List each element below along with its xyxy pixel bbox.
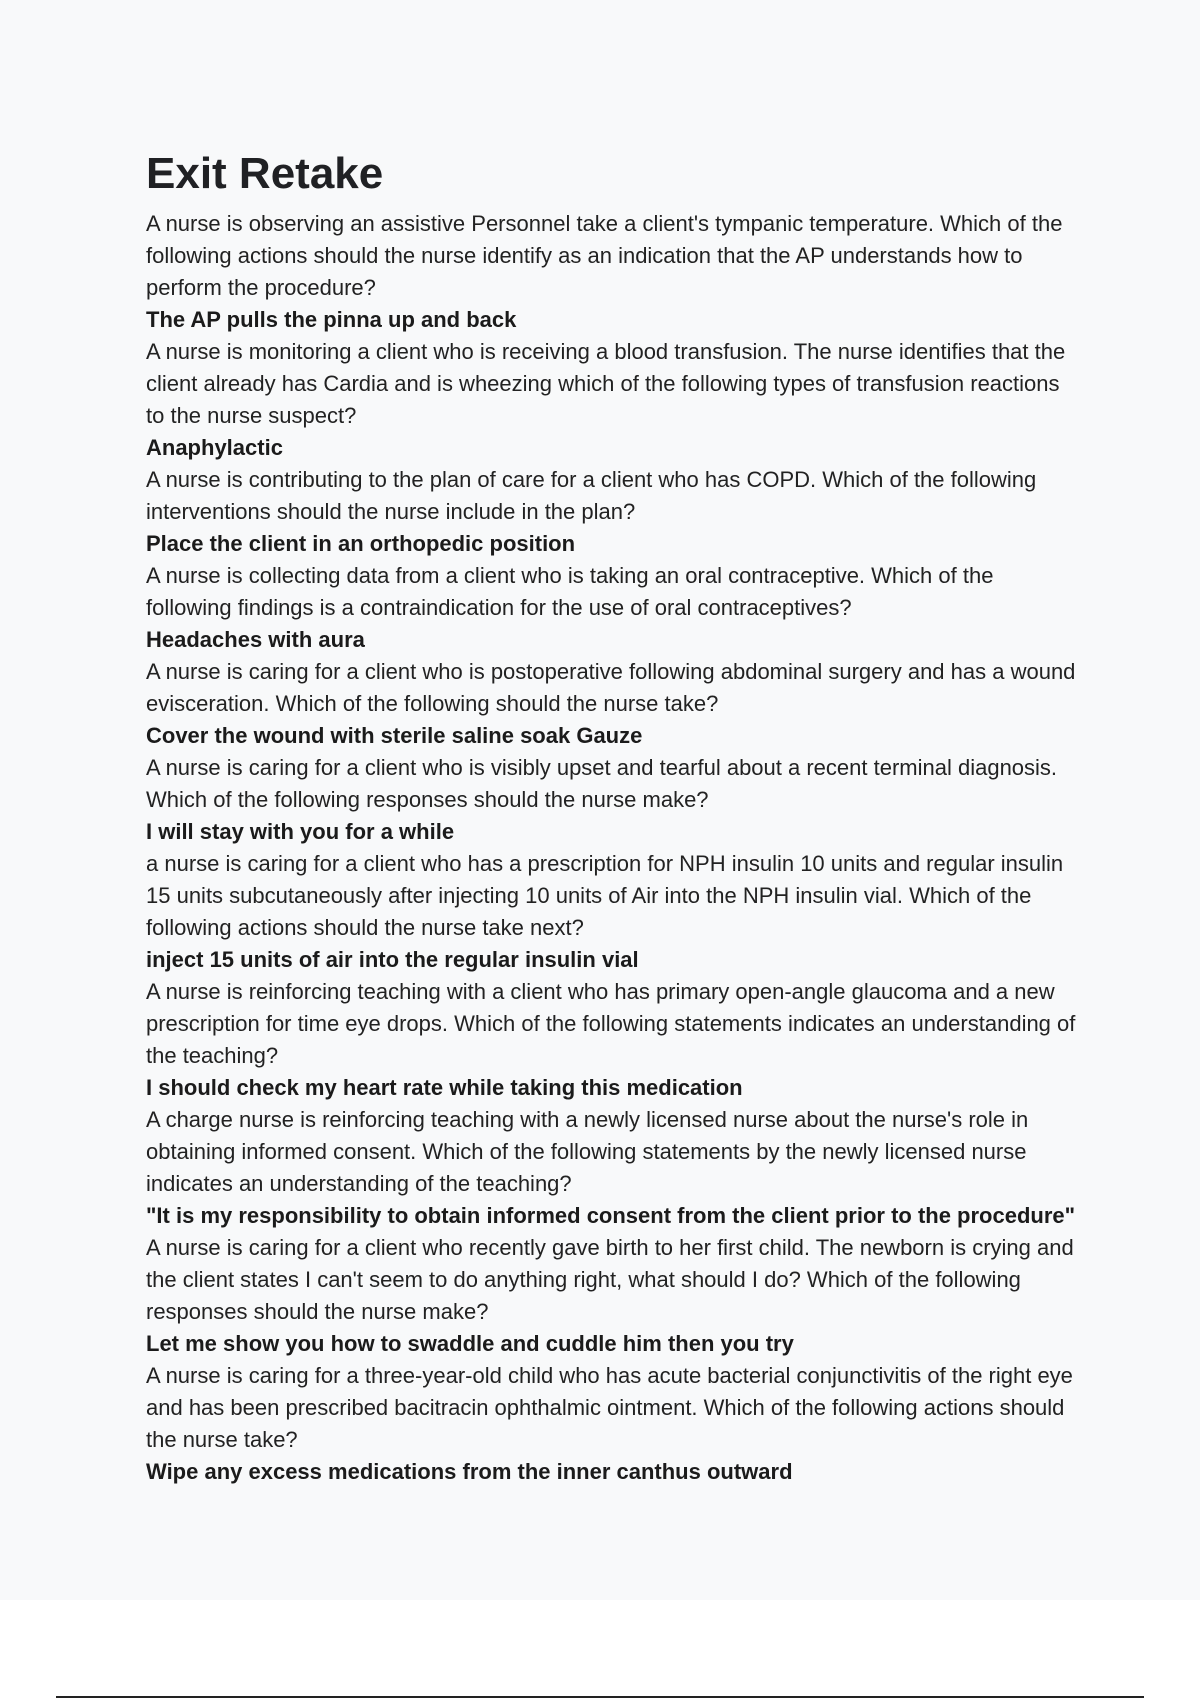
footer-divider bbox=[56, 1696, 1144, 1698]
qa-item bbox=[146, 208, 1076, 336]
question-text: A nurse is contributing to the plan of care for a client who has COPD. Which of the following interventions should the nurse include in the plan? bbox=[146, 467, 1037, 524]
answer-text: Place the client in an orthopedic position bbox=[146, 531, 576, 556]
qa-item bbox=[146, 976, 1076, 1104]
answer-text: Anaphylactic bbox=[146, 435, 283, 460]
qa-item bbox=[146, 1104, 1076, 1232]
qa-item bbox=[146, 464, 1076, 560]
answer-text: Let me show you how to swaddle and cuddle him then you try bbox=[146, 1331, 794, 1356]
qa-item bbox=[146, 848, 1076, 976]
question-text: A nurse is collecting data from a client who is taking an oral contraceptive. Which of the following findings is a contraindication for the use of oral contraceptives? bbox=[146, 563, 994, 620]
question-text: A nurse is caring for a client who is postoperative following abdominal surgery and has a wound evisceration. Which of the following should the nurse take? bbox=[146, 659, 1076, 716]
question-text: A nurse is monitoring a client who is receiving a blood transfusion. The nurse identifies that the client already has Cardia and is wheezing which of the following types of transfusion reactions to the nurse suspect? bbox=[146, 339, 1066, 428]
qa-item bbox=[146, 336, 1076, 464]
answer-text: Headaches with aura bbox=[146, 627, 365, 652]
answer-text: Cover the wound with sterile saline soak Gauze bbox=[146, 723, 643, 748]
answer-text: inject 15 units of air into the regular insulin vial bbox=[146, 947, 639, 972]
qa-list bbox=[146, 208, 1076, 1488]
answer-text: "It is my responsibility to obtain informed consent from the client prior to the procedure" bbox=[146, 1203, 1076, 1228]
answer-text: I should check my heart rate while taking this medication bbox=[146, 1075, 743, 1100]
document-content bbox=[146, 146, 1076, 1488]
qa-item bbox=[146, 656, 1076, 752]
qa-item bbox=[146, 752, 1076, 848]
question-text: A nurse is caring for a client who is visibly upset and tearful about a recent terminal diagnosis. Which of the following responses should the nurse make? bbox=[146, 755, 1058, 812]
answer-text: I will stay with you for a while bbox=[146, 819, 455, 844]
answer-text: The AP pulls the pinna up and back bbox=[146, 307, 517, 332]
question-text: A nurse is reinforcing teaching with a client who has primary open-angle glaucoma and a new prescription for time eye drops. Which of the following statements indicates an understanding of the teaching? bbox=[146, 979, 1076, 1068]
qa-item bbox=[146, 1232, 1076, 1360]
question-text: A nurse is caring for a client who recently gave birth to her first child. The newborn is crying and the client states I can't seem to do anything right, what should I do? Which of the following responses should the nurse make? bbox=[146, 1235, 1074, 1324]
question-text: A charge nurse is reinforcing teaching with a newly licensed nurse about the nurse's role in obtaining informed consent. Which of the following statements by the newly licensed nurse indicates an understanding of the teaching? bbox=[146, 1107, 1029, 1196]
document-title: Exit Retake bbox=[146, 149, 384, 198]
qa-item bbox=[146, 560, 1076, 656]
question-text: a nurse is caring for a client who has a prescription for NPH insulin 10 units and regular insulin 15 units subcutaneously after injecting 10 units of Air into the NPH insulin vial. Which of the following actions should the nurse take next? bbox=[146, 851, 1064, 940]
question-text: A nurse is caring for a three-year-old child who has acute bacterial conjunctivitis of the right eye and has been prescribed bacitracin ophthalmic ointment. Which of the following actions should the nurse take? bbox=[146, 1363, 1073, 1452]
question-text: A nurse is observing an assistive Personnel take a client's tympanic temperature. Which of the following actions should the nurse identify as an indication that the AP understands how to perform the procedure? bbox=[146, 211, 1063, 300]
qa-item bbox=[146, 1360, 1076, 1488]
answer-text: Wipe any excess medications from the inner canthus outward bbox=[146, 1459, 793, 1484]
